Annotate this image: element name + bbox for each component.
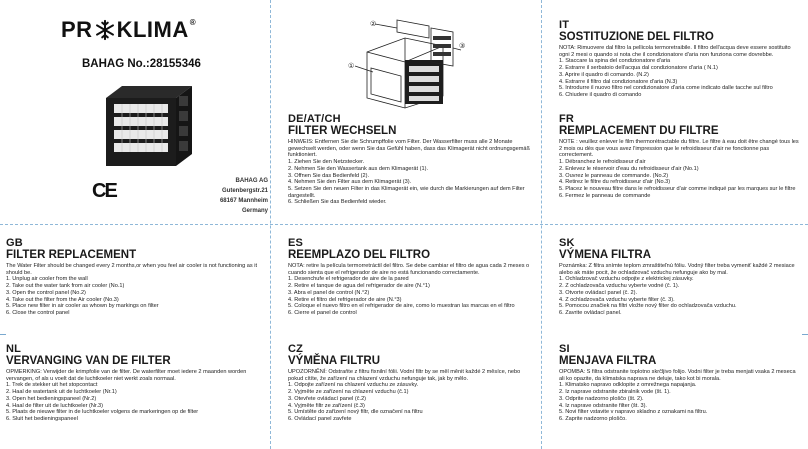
step-item: 2. Estrarre il serbatoio dell'acqua dal condizionatore d'aria ( N.1): [559, 65, 718, 72]
section-title: MENJAVA FILTRA: [559, 355, 657, 367]
section-title: REEMPLAZO DEL FILTRO: [288, 249, 431, 261]
steps-list: [288, 276, 530, 316]
step-item: 4. Estrarre il filtro dal condizionatore d'aria (N.3): [559, 78, 678, 85]
step-item: 3. Odprite nadzorno ploščo (št. 2).: [559, 395, 644, 402]
step-item: 6. Chiudere il quadro di comando: [559, 91, 642, 98]
step-item: 6. Schließen Sie das Bedienfeld wieder.: [288, 199, 387, 206]
section-nl: [6, 344, 262, 447]
section-es: [288, 238, 530, 330]
section-title: FILTER REPLACEMENT: [6, 249, 137, 261]
steps-list: [559, 58, 800, 98]
step-item: 4. Nehmen Sie den Filter aus dem Klimagerät (3).: [288, 179, 412, 186]
callout-label: ②: [370, 20, 377, 28]
ce-mark: CE: [92, 180, 116, 202]
callout-label: ①: [348, 62, 355, 70]
steps-list: [6, 276, 262, 316]
step-item: 5. Introdurre il nuovo filtro nel condizionatore d'aria come indicato dalle tacche sul filtro: [559, 85, 773, 92]
fold-line-horizontal: [0, 224, 808, 225]
section-language-code: ES: [288, 238, 304, 249]
section-fr: [559, 114, 800, 224]
brand-text-right: KLIMA: [116, 17, 189, 42]
step-item: 2. Haal de watertank uit de luchtkoeler (Nr.1): [6, 389, 117, 396]
step-item: 5. Coloque el nuevo filtro en el refrigerador de aire, como lo muestran las marcas en el filtro: [288, 303, 515, 310]
section-title: VÝMENA FILTRA: [559, 249, 651, 261]
model-number: BAHAG No.:28155346: [82, 58, 201, 70]
step-item: 6. Zaprite nadzorno ploščo.: [559, 415, 627, 422]
step-item: 1. Staccare la spina del condizionatore d'aria: [559, 58, 671, 65]
step-item: 6. Cierre el panel de control: [288, 309, 357, 316]
section-de: [288, 114, 530, 224]
steps-list: [288, 382, 530, 422]
section-title: SOSTITUZIONE DEL FILTRO: [559, 31, 714, 43]
section-note: Poznámka: Z filtra snímte teplom zmraštiteľnú fóliu. Vodný filter treba vymeniť každé 2 mesiace alebo ak máte pocit, že ochladzovač vzduchu nefunguje ako by mal.: [559, 263, 795, 276]
air-cooler-diagram: [345, 18, 470, 110]
step-item: 5. Pomocou značiek na filtri vložte nový filter do ochladzovača vzduchu.: [559, 303, 737, 310]
step-item: 6. Sluit het bedieningspaneel: [6, 415, 78, 422]
section-language-code: GB: [6, 238, 23, 249]
step-item: 1. Unplug air cooler from the wall: [6, 276, 88, 283]
section-title: FILTER WECHSELN: [288, 125, 397, 137]
step-item: 3. Aprire il quadro di comando. (N.2): [559, 71, 649, 78]
step-item: 3. Open het bedieningspaneel (Nr.2): [6, 395, 97, 402]
section-note: OPMERKING: Verwijder de krimpfolie van de filter. De waterfilter moet iedere 2 maanden worden vervangen, of als u voelt dat de luchtkoeler niet werkt zoals normaal.: [6, 369, 247, 382]
step-item: 2. Iz naprave odstranite zbiralnik vode (št. 1).: [559, 389, 671, 396]
filter-product-image: [100, 80, 195, 170]
address-line: Gutenbergstr.21: [221, 188, 268, 194]
section-title: REMPLACEMENT DU FILTRE: [559, 125, 719, 137]
step-item: 3. Abra el panel de control (N.°2): [288, 289, 370, 296]
address-line: Germany: [241, 208, 268, 214]
steps-list: [288, 159, 530, 206]
step-item: 2. Enlevez le réservoir d'eau du refroidisseur d'air (No.1): [559, 165, 699, 172]
section-note: NOTE : veuillez enlever le film thermorétractable du filtre. Le filtre à eau doit être changé tous les 2 mois ou dès que vous avez l'impression que le refroidisseur d'air ne fonctionne pas correctement.: [559, 139, 799, 159]
step-item: 6. Zavrite ovládací panel.: [559, 309, 622, 316]
step-item: 1. Débranchez le refroidisseur d'air: [559, 159, 646, 166]
step-item: 3. Ouvrez le panneau de commande. (No.2): [559, 172, 669, 179]
steps-list: [559, 276, 800, 316]
brand-text-left: PR: [61, 17, 93, 42]
steps-list: [6, 382, 262, 422]
section-note: HINWEIS: Entfernen Sie die Schrumpffolie vom Filter. Der Wasserfilter muss alle 2 Monate gewechselt werden, oder wenn Sie das Gefühl haben, dass das Klimagerät nicht ordnungsgemäß funktioniert.: [288, 139, 530, 159]
section-language-code: CZ: [288, 344, 304, 355]
step-item: 1. Ziehen Sie den Netzstecker.: [288, 159, 365, 166]
step-item: 1. Ochladzovač vzduchu odpojte z elektrickej zásuvky.: [559, 276, 694, 283]
step-item: 5. Umístěte do zařízení nový filtr, dle označení na filtru: [288, 409, 423, 416]
section-title: VERVANGING VAN DE FILTER: [6, 355, 171, 367]
step-item: 2. Vyjměte ze zařízení na chlazení vzduchu (č.1): [288, 389, 409, 396]
section-note: UPOZORNĚNÍ: Odstraňte z filtru fixnilní fólii. Vodní filtr by se měl měnit každé 2 měsíce, nebo pokud cítíte, že zařízení na chlazení vzduchu nefunguje tak, jak by mělo.: [288, 369, 521, 382]
step-item: 5. Novi filter vstavite v napravo skladno z oznakami na filtru.: [559, 409, 708, 416]
step-item: 5. Place new filter in air cooler as whown by markings on filter: [6, 303, 159, 310]
brand-logo: [61, 17, 196, 43]
step-item: 4. Vyjměte filtr ze zařízení (č.3): [288, 402, 365, 409]
section-title: VÝMĚNA FILTRU: [288, 355, 380, 367]
registered-mark: ®: [189, 17, 197, 27]
step-item: 3. Open the control panel (No.2): [6, 289, 86, 296]
section-note: NOTA: Rimuovere dal filtro la pellicola termoretraibile. Il filtro dell'acqua deve essere sostituito ogni 2 mesi o quando si nota che il condizionatore d'aria non funziona come dovrebbe.: [559, 45, 791, 58]
section-cz: [288, 344, 530, 447]
step-item: 2. Take out the water tank from air cooler (No.1): [6, 283, 125, 290]
section-note: NOTA: retire la película termorretráctil del filtro. Se debe cambiar el filtro de agua cada 2 meses o cuando sienta que el refrigerador de aire no está funcionando correctamente.: [288, 263, 530, 276]
section-language-code: DE/AT/CH: [288, 114, 341, 125]
manufacturer-address: [188, 176, 268, 216]
cover-panel: [0, 0, 268, 222]
section-language-code: NL: [6, 344, 22, 355]
step-item: 2. Nehmen Sie den Wassertank aus dem Klimagerät (1).: [288, 165, 429, 172]
step-item: 1. Klimatsko napravo odklopite z omrežnega napajanja.: [559, 382, 697, 389]
callout-label: ③: [459, 42, 466, 50]
section-it: [559, 20, 800, 112]
step-item: 2. Z ochladzovača vzduchu vyberte vodné (č. 1).: [559, 283, 680, 290]
step-item: 3. Otvorte ovládací panel (č. 2).: [559, 289, 638, 296]
step-item: 5. Placez le nouveau filtre dans le refroidisseur d'air comme indiqué par les marques sur le filtre: [559, 185, 796, 192]
section-gb: [6, 238, 262, 330]
step-item: 4. Haal de filter uit de luchtkoeler (Nr.3): [6, 402, 104, 409]
address-line: BAHAG AG: [235, 178, 268, 184]
step-item: 4. Z ochladzovača vzduchu vyberte filter (č. 3).: [559, 296, 675, 303]
section-sk: [559, 238, 800, 330]
step-item: 1. Trek de stekker uit het stopcontact: [6, 382, 98, 389]
step-item: 3. Öffnen Sie das Bedienfeld (2).: [288, 172, 370, 179]
section-language-code: SK: [559, 238, 575, 249]
step-item: 5. Setzen Sie den neuen Filter in das Klimagerät ein, wie durch die Markierungen auf dem Filter dargestellt.: [288, 185, 525, 199]
section-language-code: FR: [559, 114, 575, 125]
step-item: 4. Iz naprave odstranite filter (št. 3).: [559, 402, 647, 409]
steps-list: [559, 382, 800, 422]
step-item: 6. Close the control panel: [6, 309, 70, 316]
section-language-code: SI: [559, 344, 570, 355]
crop-mark: [0, 334, 6, 335]
section-note: The Water Filter should be changed every 2 months,or when you feel air cooler is not functioning as it should be.: [6, 263, 258, 276]
step-item: 4. Retire el filtro del refrigerador de aire (N.°3): [288, 296, 402, 303]
crop-mark: [802, 334, 808, 335]
section-language-code: IT: [559, 20, 570, 31]
address-line: 68167 Mannheim: [219, 198, 268, 204]
step-item: 5. Plaats de nieuwe filter in de luchtkoeler volgens de markeringen op de filter: [6, 409, 199, 416]
section-note: OPOMBA: S filtra odstranite toplotno skrčljivo folijo. Vodni filter je treba menjati vsaka 2 meseca ali ko opazite, da klimatska naprava ne deluje, tako kot bi morala.: [559, 369, 796, 382]
step-item: 1. Desenchufe el refrigerador de aire de la pared: [288, 276, 409, 283]
step-item: 1. Odpojte zařízení na chlazení vzduchu ze zásuvky.: [288, 382, 419, 389]
step-item: 2. Retire el tanque de agua del refrigerador de aire (N.°1): [288, 283, 430, 290]
snowflake-icon: [94, 19, 116, 41]
step-item: 3. Otevřete ovládací panel (č.2): [288, 395, 367, 402]
step-item: 6. Ovládací panel zavřete: [288, 415, 352, 422]
step-item: 6. Fermez le panneau de commande: [559, 192, 651, 199]
steps-list: [559, 159, 800, 199]
step-item: 4. Take out the filter from the Air cooler (No.3): [6, 296, 119, 303]
step-item: 4. Retirez le filtre du refroidisseur d'air (No.3): [559, 179, 671, 186]
section-si: [559, 344, 800, 447]
